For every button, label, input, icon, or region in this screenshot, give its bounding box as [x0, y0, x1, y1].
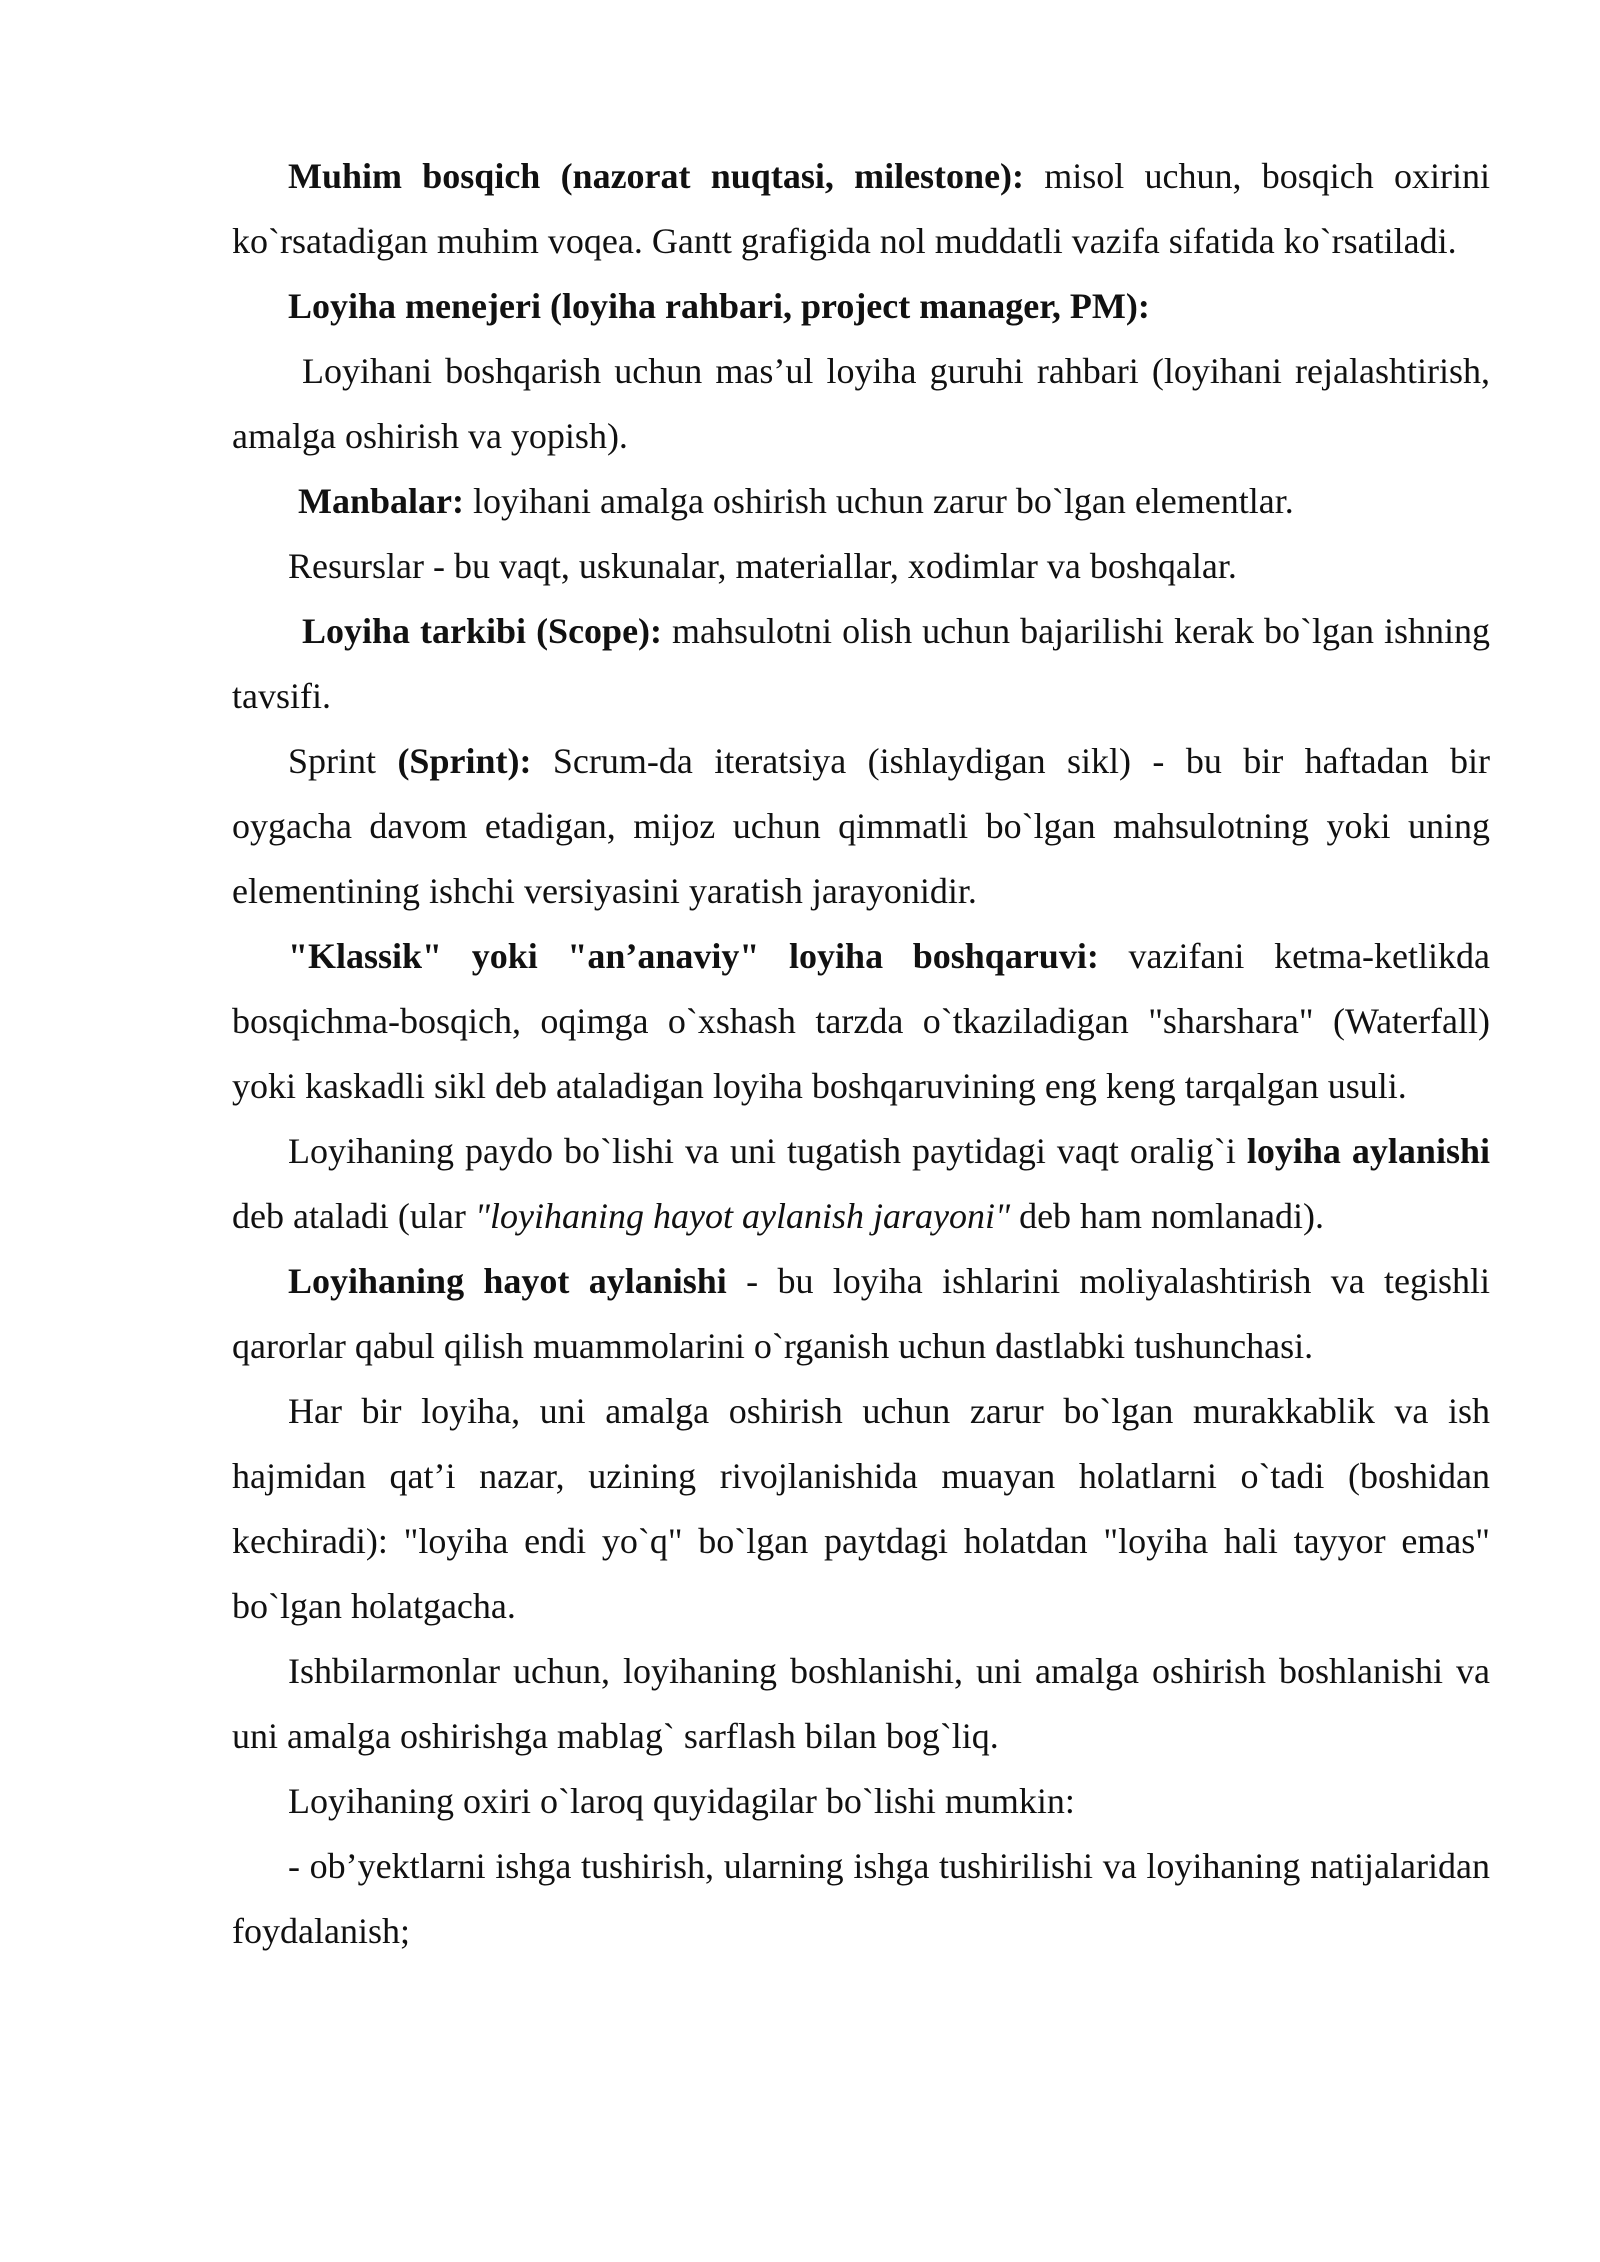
project-cycle-text-b: deb ataladi (ular: [232, 1196, 475, 1236]
paragraph-resources-list: [232, 534, 1490, 599]
term-milestone: Muhim bosqich (nazorat nuqtasi, milestone):: [288, 156, 1025, 196]
term-life-cycle: Loyihaning hayot aylanishi: [288, 1261, 727, 1301]
paragraph-milestone: [232, 144, 1490, 274]
project-cycle-text-a: Loyihaning paydo bo`lishi va uni tugatish paytidagi vaqt oralig`i: [288, 1131, 1247, 1171]
paragraph-classic-management: [232, 924, 1490, 1119]
term-resources: Manbalar:: [298, 481, 464, 521]
definition-scope: mahsulotni olish uchun bajarilishi kerak bo`lgan ishning tavsifi.: [232, 611, 1491, 716]
term-classic-management: "Klassik" yoki "an’anaviy" loyiha boshqaruvi:: [288, 936, 1099, 976]
paragraph-scope: [232, 599, 1490, 729]
document-page: [232, 144, 1490, 1964]
paragraph-life-cycle: [232, 1249, 1490, 1379]
term-project-manager: Loyiha menejeri (loyiha rahbari, project manager, PM):: [288, 286, 1150, 326]
project-cycle-italic: "loyihaning hayot aylanish jarayoni": [474, 1196, 1011, 1236]
definition-life-cycle: - bu loyiha ishlarini moliyalashtirish va tegishli qarorlar qabul qilish muammolarini o`rganish uchun dastlabki tushunchasi.: [232, 1261, 1490, 1366]
project-states-text: Har bir loyiha, uni amalga oshirish uchun zarur bo`lgan murakkablik va ish hajmidan qat’i nazar, uzining rivojlanishida muayan holatlarni o`tadi (boshidan kechiradi): "loyiha endi yo`q" bo`lgan paytdagi holatdan "loyiha hali tayyor emas" bo`lgan holatgacha.: [232, 1391, 1490, 1626]
term-sprint: (Sprint):: [397, 741, 532, 781]
paragraph-project-manager-definition: [232, 339, 1490, 469]
paragraph-project-states: [232, 1379, 1490, 1639]
paragraph-sprint: [232, 729, 1490, 924]
commissioning-text: - ob’yektlarni ishga tushirish, ularning ishga tushirilishi va loyihaning natijalaridan foydalanish;: [232, 1846, 1490, 1951]
term-scope: Loyiha tarkibi (Scope):: [302, 611, 663, 651]
project-cycle-text-c: deb ham nomlanadi).: [1010, 1196, 1324, 1236]
definition-sprint: Scrum-da iteratsiya (ishlaydigan sikl) - bu bir haftadan bir oygacha davom etadigan, mijoz uchun qimmatli bo`lgan mahsulotning yoki uning elementining ishchi versiyasini yaratish jarayonidir.: [232, 741, 1490, 911]
definition-resources: loyihani amalga oshirish uchun zarur bo`lgan elementlar.: [464, 481, 1294, 521]
paragraph-project-manager-term: [232, 274, 1490, 339]
resources-list-text: Resurslar - bu vaqt, uskunalar, materiallar, xodimlar va boshqalar.: [288, 546, 1237, 586]
definition-classic-management: vazifani ketma-ketlikda bosqichma-bosqich, oqimga o`xshash tarzda o`tkaziladigan "sharshara" (Waterfall) yoki kaskadli sikl deb ataladigan loyiha boshqaruvining eng keng tarqalgan usuli.: [232, 936, 1491, 1106]
list-item-commissioning: [232, 1834, 1490, 1964]
paragraph-project-end-intro: [232, 1769, 1490, 1834]
paragraph-resources: [232, 469, 1490, 534]
project-end-intro-text: Loyihaning oxiri o`laroq quyidagilar bo`lishi mumkin:: [288, 1781, 1075, 1821]
term-project-cycle: loyiha aylanishi: [1246, 1131, 1490, 1171]
paragraph-project-cycle: [232, 1119, 1490, 1249]
business-start-text: Ishbilarmonlar uchun, loyihaning boshlanishi, uni amalga oshirish boshlanishi va uni amalga oshirishga mablag` sarflash bilan bog`liq.: [232, 1651, 1490, 1756]
paragraph-business-start: [232, 1639, 1490, 1769]
definition-project-manager: Loyihani boshqarish uchun mas’ul loyiha guruhi rahbari (loyihani rejalashtirish, amalga oshirish va yopish).: [232, 351, 1490, 456]
sprint-word: Sprint: [288, 741, 398, 781]
definition-milestone: misol uchun, bosqich oxirini ko`rsatadigan muhim voqea. Gantt grafigida nol muddatli vazifa sifatida ko`rsatiladi.: [232, 156, 1491, 261]
